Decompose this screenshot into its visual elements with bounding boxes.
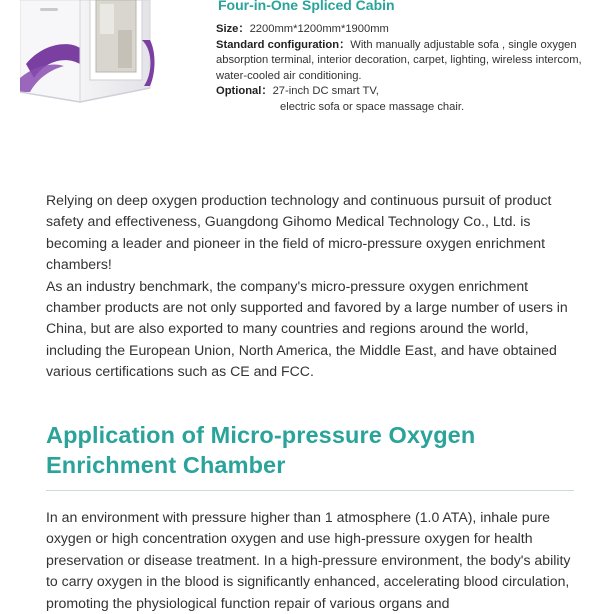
optional-label: Optional： <box>216 85 273 97</box>
section-divider <box>46 490 574 491</box>
product-image <box>20 0 155 104</box>
size-value: 2200mm*1200mm*1900mm <box>249 23 389 35</box>
config-label: Standard configuration： <box>216 38 351 51</box>
spec-standard-configuration <box>216 38 586 85</box>
intro-section <box>46 190 572 383</box>
intro-paragraph-1: Relying on deep oxygen production technology and continuous pursuit of product safety and effectiveness, Guangdong Gihomo Medical Technology Co., Ltd. is becoming a leader and pioneer in the field of micro-pressure oxygen enrichment chambers! <box>46 192 552 273</box>
optional-line-1: 27-inch DC smart TV, <box>272 85 379 97</box>
spec-size <box>216 22 586 38</box>
section-heading: Application of Micro-pressure Oxygen Enrichment Chamber <box>46 422 476 478</box>
cabin-illustration <box>20 0 155 104</box>
spec-optional <box>216 84 586 115</box>
product-title: Four-in-One Spliced Cabin <box>218 0 395 13</box>
optional-line-2: electric sofa or space massage chair. <box>280 100 465 113</box>
application-body: In an environment with pressure higher than 1 atmosphere (1.0 ATA), inhale pure oxygen or high concentration oxygen and use high-pressure oxygen for health preservation or disease treatment. In a high-pressure environment, the body's ability to carry oxygen in the blood is significantly enhanced, accelerating blood circulation, promoting the physiological function repair of various organs and <box>46 509 571 611</box>
intro-paragraph-2: As an industry benchmark, the company's micro-pressure oxygen enrichment chamber products are not only supported and favored by a large number of users in China, but are also exported to many countries and regions around the world, including the European Union, North America, the Middle East, and have obtained various certifications such as CE and FCC. <box>46 277 568 380</box>
config-value: With manually adjustable sofa , single oxygen absorption terminal, interior decoration, carpet, lighting, wireless intercom, water-cooled air conditioning. <box>216 38 582 82</box>
product-specs <box>216 22 586 115</box>
size-label: Size： <box>216 23 250 35</box>
